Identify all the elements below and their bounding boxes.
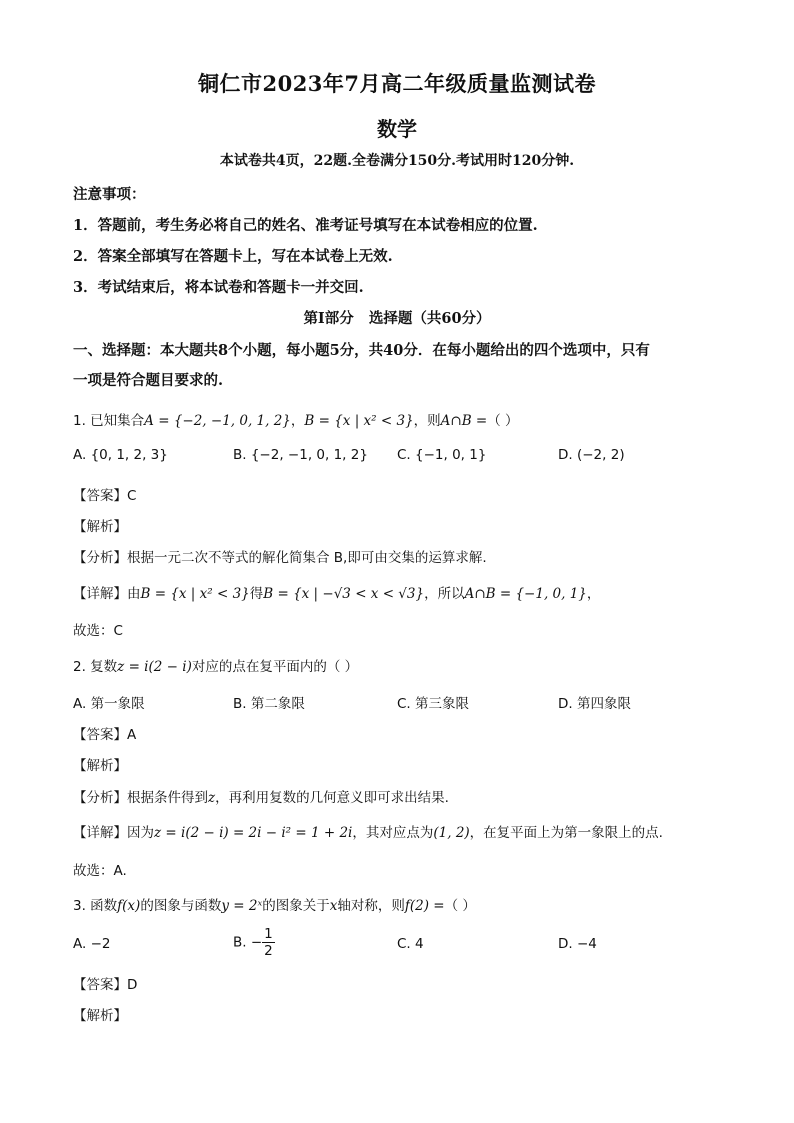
- q1-set-a: A = {−2, −1, 0, 1, 2}: [144, 413, 291, 429]
- q2-option-c: C. 第三象限: [397, 696, 470, 712]
- q2-detail: [73, 821, 663, 841]
- subject-title: 数学: [377, 117, 417, 141]
- section-instructions-1: 一、选择题：本大题共8个小题，每小题5分，共40分．在每小题给出的四个选项中，只有: [73, 342, 650, 359]
- q3-stem-mid3: 轴对称，则: [337, 898, 405, 914]
- q3-option-b-numerator: 1: [264, 926, 273, 942]
- q2-detail-end: ，在复平面上为第一象限上的点.: [469, 825, 663, 841]
- q1-expression: A∩B =: [440, 413, 488, 429]
- q1-jiexi: 【解析】: [73, 519, 127, 535]
- q2-stem-end: 对应的点在复平面内的（ ）: [191, 659, 359, 675]
- q2-jiexi: 【解析】: [73, 758, 127, 774]
- notice-item-1: 1．答题前，考生务必将自己的姓名、准考证号填写在本试卷相应的位置.: [73, 217, 538, 234]
- q1-stem-mid: ，则: [413, 413, 441, 429]
- q1-comma: ，: [290, 413, 305, 429]
- q3-option-b: [233, 926, 275, 959]
- q1-option-a: A. {0, 1, 2, 3}: [73, 447, 168, 463]
- notice-item-2: 2．答案全部填写在答题卡上，写在本试卷上无效.: [73, 248, 393, 265]
- q1-stem-start: 1. 已知集合: [73, 413, 145, 429]
- q3-y-expression: y = 2ˣ: [221, 898, 263, 914]
- q3-option-b-fraction: [262, 926, 275, 959]
- q1-detail-end: ，: [586, 586, 601, 602]
- notice-heading: 注意事项：: [73, 186, 146, 203]
- question-1-stem: [73, 409, 519, 429]
- q2-option-d: D. 第四象限: [558, 696, 631, 712]
- question-3-stem: [73, 894, 476, 914]
- q3-stem-mid1: 的图象与函数: [140, 898, 222, 914]
- q1-choose: 故选：C: [73, 623, 123, 639]
- section-instructions-2: 一项是符合题目要求的.: [73, 372, 224, 389]
- q2-detail-start: 【详解】因为: [73, 825, 154, 841]
- q1-detail: [73, 582, 600, 602]
- q1-detail-intersection: A∩B = {−1, 0, 1}: [464, 586, 587, 602]
- q2-analysis-start: 【分析】根据条件得到: [73, 790, 208, 806]
- question-2-stem: [73, 655, 358, 675]
- q3-jiexi: 【解析】: [73, 1008, 127, 1024]
- q2-answer: 【答案】A: [73, 727, 137, 743]
- q2-analysis-end: ，再利用复数的几何意义即可求出结果.: [215, 790, 449, 806]
- q2-option-b: B. 第二象限: [233, 696, 305, 712]
- q1-option-d: D. (−2, 2): [558, 447, 625, 463]
- q3-option-b-denominator: 2: [264, 943, 273, 959]
- q3-option-d: D. −4: [558, 936, 597, 952]
- q1-answer: 【答案】C: [73, 488, 137, 504]
- exam-title: 铜仁市2023年7月高二年级质量监测试卷: [197, 71, 597, 96]
- q1-option-b: B. {−2, −1, 0, 1, 2}: [233, 447, 368, 463]
- q3-stem-start: 3. 函数: [73, 898, 118, 914]
- q2-option-a: A. 第一象限: [73, 696, 145, 712]
- q3-f2: f(2) =: [404, 898, 445, 914]
- q2-z-expression: z = i(2 − i): [117, 659, 192, 675]
- q1-detail-set-b: B = {x | x² < 3}: [140, 586, 250, 602]
- part-title: 第Ⅰ部分 选择题（共60分）: [303, 310, 491, 327]
- q2-analysis: [73, 786, 449, 806]
- q3-stem-mid2: 的图象关于: [262, 898, 330, 914]
- notice-item-3: 3．考试结束后，将本试卷和答题卡一并交回.: [73, 279, 364, 296]
- q2-detail-computation: z = i(2 − i) = 2i − i² = 1 + 2i: [154, 825, 353, 841]
- q1-analysis: 【分析】根据一元二次不等式的解化简集合 B,即可由交集的运算求解.: [73, 550, 487, 566]
- q2-choose: 故选：A.: [73, 863, 127, 879]
- q1-detail-start: 【详解】由: [73, 586, 141, 602]
- q2-stem-start: 2. 复数: [73, 659, 118, 675]
- q3-option-b-label: B. −: [233, 934, 263, 951]
- q2-analysis-z: z: [208, 790, 216, 806]
- q1-paren: （ ）: [487, 413, 519, 429]
- q3-paren: （ ）: [444, 898, 476, 914]
- q2-detail-mid: ，其对应点为: [352, 825, 434, 841]
- q3-x-axis: x: [329, 898, 338, 914]
- q3-option-a: A. −2: [73, 936, 111, 952]
- q3-answer: 【答案】D: [73, 977, 138, 993]
- exam-intro: 本试卷共4页，22题.全卷满分150分.考试用时120分钟.: [219, 153, 575, 169]
- q3-option-c: C. 4: [397, 936, 424, 952]
- q3-fx: f(x): [117, 898, 141, 914]
- q1-option-c: C. {−1, 0, 1}: [397, 447, 487, 463]
- q1-set-b: B = {x | x² < 3}: [304, 413, 414, 429]
- q2-detail-point: (1, 2): [433, 825, 470, 841]
- q1-detail-de: 得: [249, 586, 264, 602]
- q1-detail-suoyi: ，所以: [424, 586, 465, 602]
- q1-detail-set-b-solved: B = {x | −√3 < x < √3}: [263, 586, 425, 602]
